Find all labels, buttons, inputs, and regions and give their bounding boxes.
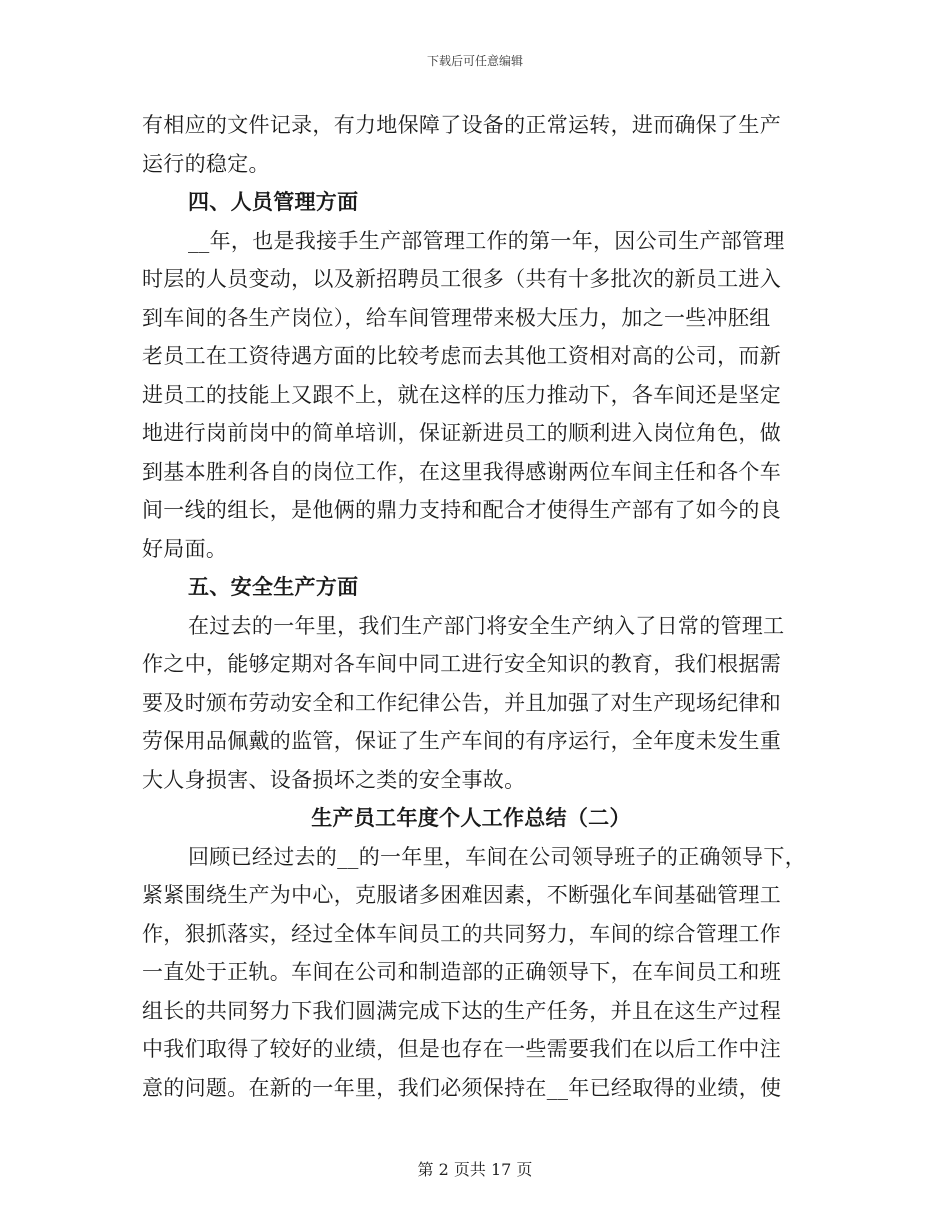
body-line: 大人身损害、设备损坏之类的安全事故。 [142,767,526,792]
body-line: 地进行岗前岗中的简单培训，保证新进员工的顺利进入岗位角色，做 [142,421,781,445]
body-line: 运行的稳定。 [142,151,270,176]
body-line: 中我们取得了较好的业绩，但是也存在一些需要我们在以后工作中注 [142,1037,781,1061]
body-line: 时层的人员变动，以及新招聘员工很多（共有十多批次的新员工进入 [142,267,781,291]
body-line: __年，也是我接手生产部管理工作的第一年，因公司生产部管理 [188,228,785,253]
body-line: 进员工的技能上又跟不上，就在这样的压力推动下，各车间还是坚定 [142,382,781,407]
body-line: 好局面。 [142,536,228,561]
body-line: 劳保用品佩戴的监管，保证了生产车间的有序运行，全年度未发生重 [142,729,781,753]
page-header: 下载后可任意编辑 [426,54,523,68]
body-line: 意的问题。在新的一年里，我们必须保持在__年已经取得的业绩，使 [142,1075,782,1100]
body-line: 有相应的文件记录，有力地保障了设备的正常运转，进而确保了生产 [142,113,781,137]
document-title: 生产员工年度个人工作总结（二） [311,805,631,830]
body-line: 紧紧围绕生产为中心，克服诸多困难因素，不断强化车间基础管理工 [142,883,781,907]
section-heading-safety: 五、安全生产方面 [188,574,359,599]
body-line: 回顾已经过去的__的一年里，车间在公司领导班子的正确领导下， [188,844,806,869]
body-line: 到基本胜利各自的岗位工作，在这里我得感谢两位车间主任和各个车 [142,459,781,484]
body-line: 到车间的各生产岗位），给车间管理带来极大压力，加之一些冲胚组 [142,305,771,330]
body-line: 老员工在工资待遇方面的比较考虑而去其他工资相对高的公司，而新 [142,344,781,368]
section-heading-personnel: 四、人员管理方面 [188,189,359,214]
body-line: 作，狠抓落实，经过全体车间员工的共同努力，车间的综合管理工作 [142,921,781,946]
body-line: 在过去的一年里，我们生产部门将安全生产纳入了日常的管理工 [188,613,785,638]
body-line: 作之中，能够定期对各车间中同工进行安全知识的教育，我们根据需 [142,652,781,676]
page-footer: 第 2 页共 17 页 [417,1160,533,1179]
body-line: 组长的共同努力下我们圆满完成下达的生产任务，并且在这生产过程 [142,998,781,1023]
body-line: 间一线的组长，是他俩的鼎力支持和配合才使得生产部有了如今的良 [142,498,781,522]
document-body [142,106,812,1107]
body-line: 一直处于正轨。车间在公司和制造部的正确领导下，在车间员工和班 [142,960,781,984]
body-line: 要及时颁布劳动安全和工作纪律公告，并且加强了对生产现场纪律和 [142,690,781,715]
